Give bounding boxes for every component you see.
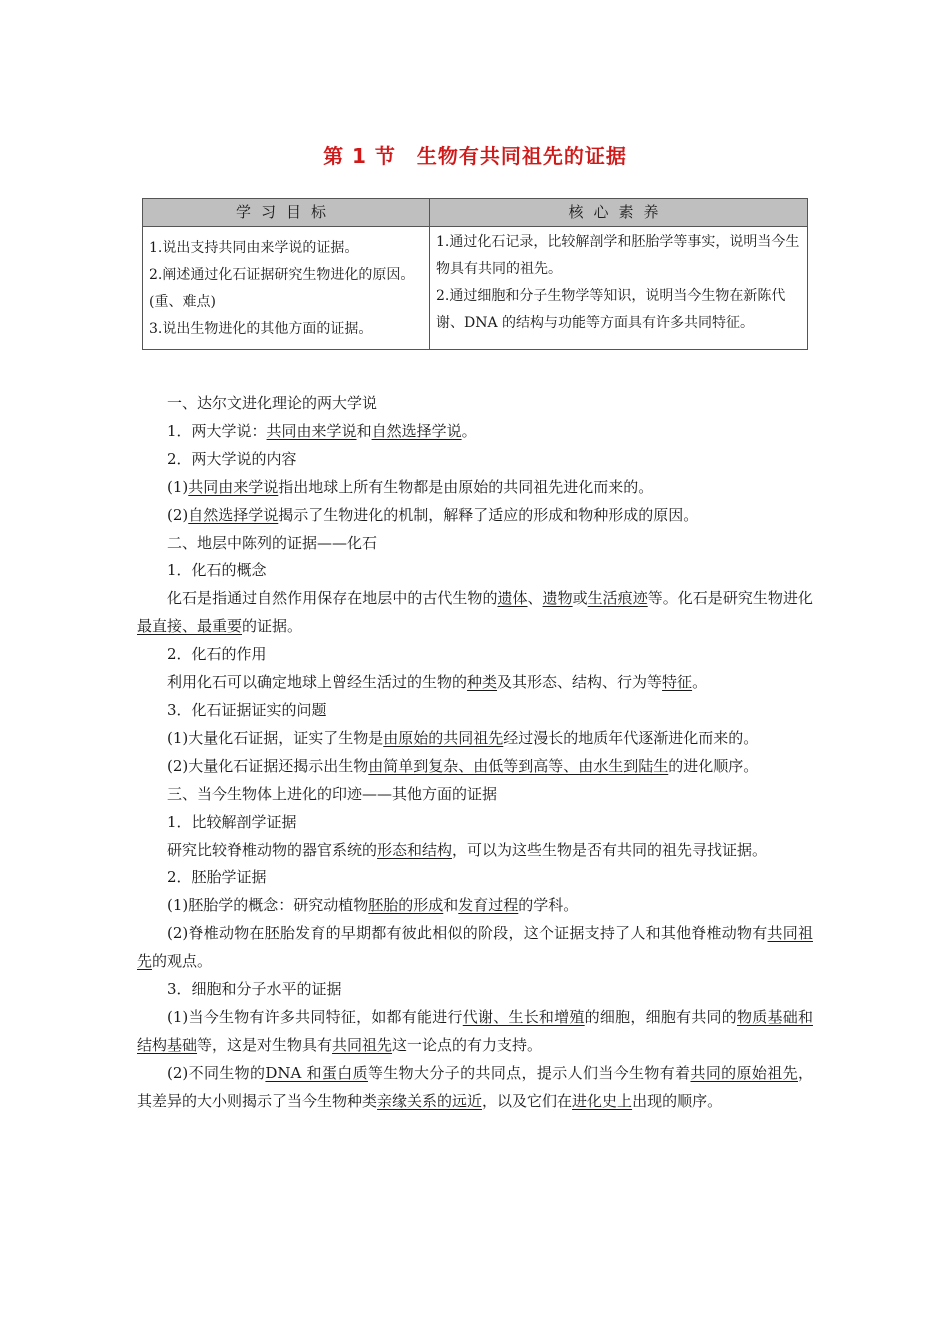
paragraph-text: 等。化石是研究生物进化 bbox=[647, 589, 813, 608]
paragraph-text: ，可以为这些生物是否有共同的祖先寻找证据。 bbox=[452, 840, 768, 859]
body-paragraph bbox=[137, 1004, 813, 1060]
answer-blank-text: 共同祖先 bbox=[332, 1035, 393, 1054]
paragraph-text: 和 bbox=[443, 896, 459, 915]
body-paragraph bbox=[137, 1060, 813, 1116]
answer-blank-text: 种类 bbox=[467, 673, 498, 692]
paragraph-text: 经过漫长的地质年代逐渐进化而来的。 bbox=[503, 728, 759, 747]
page-title: 第 1 节 生物有共同祖先的证据 bbox=[323, 144, 627, 168]
body-paragraph bbox=[137, 864, 813, 892]
answer-blank-text: 特征 bbox=[662, 673, 693, 692]
body-paragraph bbox=[137, 530, 813, 558]
answer-blank-text: 进化史上 bbox=[572, 1091, 633, 1110]
paragraph-text: 的证据。 bbox=[242, 617, 303, 636]
learning-goal-item: 2.阐述通过化石证据研究生物进化的原因。(重、难点) bbox=[149, 267, 415, 310]
answer-blank-text: 共同的原始祖先 bbox=[690, 1063, 798, 1082]
body-paragraph bbox=[137, 837, 813, 865]
answer-blank-text: 代谢、生长和增殖 bbox=[462, 1007, 585, 1026]
lesson-body bbox=[137, 390, 813, 1116]
paragraph-text: 和 bbox=[356, 421, 372, 440]
answer-blank-text: 遗物 bbox=[542, 589, 573, 608]
body-paragraph bbox=[137, 753, 813, 781]
paragraph-text: 揭示了生物进化的机制，解释了适应的形成和物种形成的原因。 bbox=[278, 505, 699, 524]
paragraph-text: 的进化顺序。 bbox=[668, 756, 759, 775]
body-paragraph bbox=[137, 976, 813, 1004]
answer-blank-text: 最直接、最重要 bbox=[137, 617, 243, 636]
body-paragraph bbox=[137, 585, 813, 641]
paragraph-text: 利用化石可以确定地球上曾经生活过的生物的 bbox=[167, 673, 468, 692]
answer-blank-text: 由原始的共同祖先 bbox=[383, 728, 504, 747]
paragraph-text: (1)胚胎学的概念：研究动植物 bbox=[167, 896, 369, 915]
paragraph-text: (2)不同生物的 bbox=[167, 1063, 266, 1082]
body-paragraph bbox=[137, 418, 813, 446]
paragraph-text: 2．胚胎学证据 bbox=[167, 868, 267, 887]
answer-blank-text: 生活痕迹 bbox=[587, 589, 648, 608]
answer-blank-text: 共同由来学说 bbox=[266, 421, 357, 440]
answer-blank-text: 自然选择学说 bbox=[188, 505, 279, 524]
header-core-literacy: 核心素养 bbox=[430, 199, 808, 227]
paragraph-text: 等生物大分子的共同点，提示人们当今生物有着 bbox=[367, 1063, 691, 1082]
paragraph-text: 一、达尔文进化理论的两大学说 bbox=[167, 394, 378, 412]
learning-goals-cell bbox=[143, 227, 430, 350]
paragraph-text: ，其差异的大小则揭示了当今生物种类 bbox=[137, 1063, 813, 1110]
paragraph-text: 。 bbox=[461, 421, 477, 440]
paragraph-text: (2)脊椎动物在胚胎发育的早期都有彼此相似的阶段，这个证据支持了人和其他脊椎动物有 bbox=[167, 924, 768, 943]
paragraph-text: 化石是指通过自然作用保存在地层中的古代生物的 bbox=[167, 589, 498, 608]
paragraph-text: 2．化石的作用 bbox=[167, 645, 267, 664]
body-paragraph bbox=[137, 697, 813, 725]
paragraph-text: (1)大量化石证据，证实了生物是 bbox=[167, 728, 384, 747]
paragraph-text: 2．两大学说的内容 bbox=[167, 449, 297, 468]
paragraph-text: 3．细胞和分子水平的证据 bbox=[167, 980, 342, 999]
paragraph-text: 的观点。 bbox=[152, 952, 213, 971]
answer-blank-text: 遗体 bbox=[497, 589, 528, 608]
answer-blank-text: 由简单到复杂、由低等到高等、由水生到陆生 bbox=[368, 756, 669, 775]
paragraph-text: 1．化石的概念 bbox=[167, 561, 267, 580]
paragraph-text: 这一论点的有力支持。 bbox=[392, 1035, 543, 1054]
answer-blank-text: 共同由来学说 bbox=[188, 477, 279, 496]
paragraph-text: 的学科。 bbox=[518, 896, 579, 915]
core-literacy-cell bbox=[430, 227, 808, 350]
answer-blank-text: 发育过程 bbox=[458, 896, 519, 915]
body-paragraph bbox=[137, 781, 813, 809]
header-learning-goals: 学习目标 bbox=[143, 199, 430, 227]
paragraph-text: (1)当今生物有许多共同特征，如都有能进行 bbox=[167, 1007, 463, 1026]
body-paragraph bbox=[137, 725, 813, 753]
answer-blank-text: 亲缘关系的远近 bbox=[377, 1091, 483, 1110]
core-literacy-item: 1.通过化石记录，比较解剖学和胚胎学等事实，说明当今生物具有共同的祖先。 bbox=[436, 234, 800, 277]
body-paragraph bbox=[137, 892, 813, 920]
body-paragraph bbox=[137, 446, 813, 474]
paragraph-text: 的细胞，细胞有共同的 bbox=[584, 1007, 738, 1026]
answer-blank-text: 自然选择学说 bbox=[371, 421, 462, 440]
body-paragraph bbox=[137, 809, 813, 837]
body-paragraph bbox=[137, 669, 813, 697]
core-literacy-item: 2.通过细胞和分子生物学等知识，说明当今生物在新陈代谢、DNA 的结构与功能等方面具有许多共同特征。 bbox=[436, 288, 786, 331]
body-paragraph bbox=[137, 502, 813, 530]
paragraph-text: 1．比较解剖学证据 bbox=[167, 812, 297, 831]
paragraph-text: 指出地球上所有生物都是由原始的共同祖先进化而来的。 bbox=[278, 477, 654, 496]
learning-goal-item: 1.说出支持共同由来学说的证据。 bbox=[149, 240, 359, 256]
paragraph-text: 及其形态、结构、行为等 bbox=[497, 673, 663, 692]
paragraph-text: 出现的顺序。 bbox=[632, 1091, 723, 1110]
paragraph-text: 研究比较脊椎动物的器官系统的 bbox=[167, 840, 378, 859]
paragraph-text: 。 bbox=[692, 673, 708, 692]
objectives-table bbox=[142, 198, 808, 350]
answer-blank-text: 物质基础和结构基础 bbox=[137, 1007, 813, 1054]
body-paragraph bbox=[137, 557, 813, 585]
body-paragraph bbox=[137, 641, 813, 669]
paragraph-text: 、 bbox=[527, 589, 543, 608]
paragraph-text: ，以及它们在 bbox=[482, 1091, 573, 1110]
paragraph-text: 3．化石证据证实的问题 bbox=[167, 700, 327, 719]
paragraph-text: 或 bbox=[572, 589, 588, 608]
body-paragraph bbox=[137, 474, 813, 502]
paragraph-text: (2) bbox=[167, 505, 189, 524]
paragraph-text: 1．两大学说： bbox=[167, 421, 267, 440]
paragraph-text: 三、当今生物体上进化的印迹——其他方面的证据 bbox=[167, 784, 498, 803]
paragraph-text: 二、地层中陈列的证据——化石 bbox=[167, 533, 378, 552]
answer-blank-text: 胚胎的形成 bbox=[368, 896, 444, 915]
paragraph-text: 等，这是对生物具有 bbox=[197, 1035, 333, 1054]
body-paragraph bbox=[137, 390, 813, 418]
answer-blank-text: DNA 和蛋白质 bbox=[265, 1063, 368, 1082]
paragraph-text: (1) bbox=[167, 477, 189, 496]
paragraph-text: (2)大量化石证据还揭示出生物 bbox=[167, 756, 369, 775]
body-paragraph bbox=[137, 920, 813, 976]
answer-blank-text: 形态和结构 bbox=[377, 840, 453, 859]
answer-blank-text: 共同祖先 bbox=[137, 924, 813, 971]
learning-goal-item: 3.说出生物进化的其他方面的证据。 bbox=[149, 321, 373, 337]
